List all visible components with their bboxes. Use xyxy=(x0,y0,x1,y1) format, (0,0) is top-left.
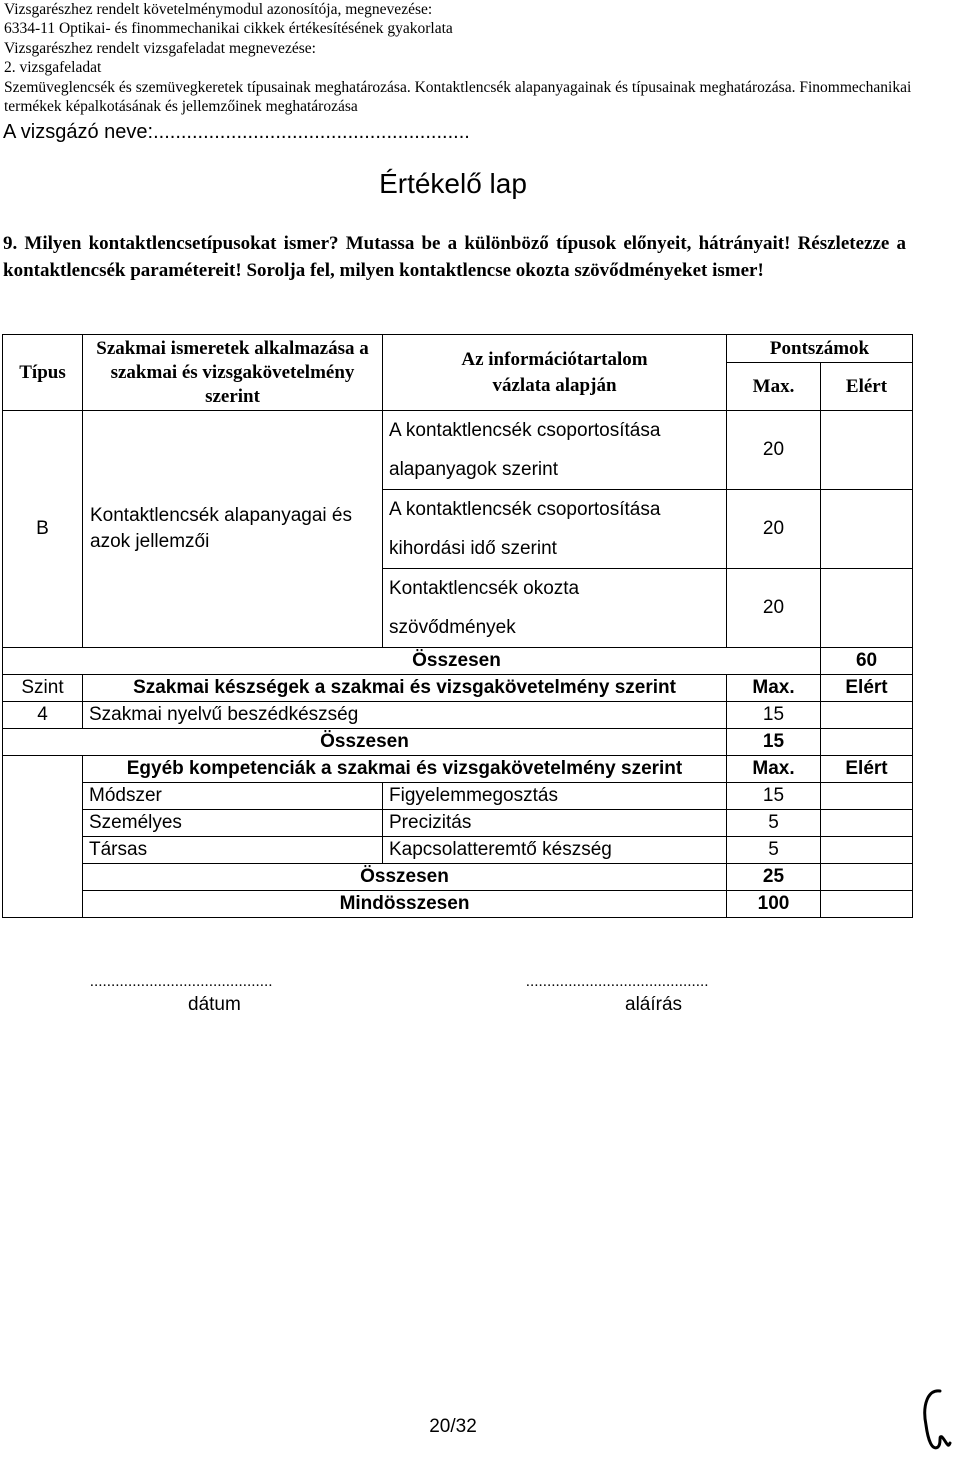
empty-cell xyxy=(3,756,83,918)
header-max: Max. xyxy=(727,675,821,702)
skill-level: 4 xyxy=(3,702,83,729)
header-egyeb-kompetenciak: Egyéb kompetenciák a szakmai és vizsgakövetelmény szerint xyxy=(83,756,727,783)
competency-achieved[interactable] xyxy=(821,783,913,810)
competency-achieved[interactable] xyxy=(821,837,913,864)
item-achieved[interactable] xyxy=(821,569,913,648)
competency-max: 15 xyxy=(727,783,821,810)
osszesen-label: Összesen xyxy=(83,864,727,891)
mindosszesen-max: 100 xyxy=(727,891,821,918)
competency-max: 5 xyxy=(727,810,821,837)
handwritten-initial-icon xyxy=(918,1385,952,1455)
topic-cell: Kontaktlencsék alapanyagai és azok jellemzői xyxy=(83,411,383,648)
header-elert: Elért xyxy=(821,363,913,411)
type-cell: B xyxy=(3,411,83,648)
examinee-name-field[interactable]: A vizsgázó neve:......................................................... xyxy=(3,121,470,143)
header-max: Max. xyxy=(727,756,821,783)
competency-name: Kapcsolatteremtő készség xyxy=(383,837,727,864)
item-achieved[interactable] xyxy=(821,490,913,569)
evaluation-table xyxy=(2,334,913,918)
header-line: Szemüveglencsék és szemüvegkeretek típusainak meghatározása. Kontaktlencsék alapanyagainak és típusainak meghatározása. Finommechanikai xyxy=(4,78,912,96)
osszesen-max: 15 xyxy=(727,729,821,756)
item-max: 20 xyxy=(727,490,821,569)
competency-name: Precizitás xyxy=(383,810,727,837)
header-pontszamok: Pontszámok xyxy=(727,335,913,363)
osszesen-achieved[interactable] xyxy=(821,864,913,891)
header-tipus: Típus xyxy=(3,335,83,411)
header-szakmai-ismeretek: Szakmai ismeretek alkalmazása a szakmai és vizsgakövetelmény szerint xyxy=(83,335,383,411)
competency-max: 5 xyxy=(727,837,821,864)
osszesen-max: 60 xyxy=(821,648,913,675)
header-line: Vizsgarészhez rendelt vizsgafeladat megnevezése: xyxy=(4,39,316,57)
header-line: 6334-11 Optikai- és finommechanikai cikkek értékesítésének gyakorlata xyxy=(4,20,453,38)
item-text: Kontaktlencsék okozta szövődmények xyxy=(383,569,727,648)
competency-category: Társas xyxy=(83,837,383,864)
skill-text: Szakmai nyelvű beszédkészség xyxy=(83,702,727,729)
mindosszesen-achieved[interactable] xyxy=(821,891,913,918)
exam-question: 9. Milyen kontaktlencsetípusokat ismer? Mutassa be a különböző típusok előnyeit, hátrányait! Részletezze a kontaktlencsék paramétereit! Sorolja fel, milyen kontaktlencse okozta szövődményeket ismer! xyxy=(3,233,906,281)
competency-name: Figyelemmegosztás xyxy=(383,783,727,810)
page-title: Értékelő lap xyxy=(379,168,527,199)
signature-line[interactable]: ........................................... xyxy=(526,974,709,990)
osszesen-achieved[interactable] xyxy=(821,729,913,756)
item-text: A kontaktlencsék csoportosítása kihordási idő szerint xyxy=(383,490,727,569)
osszesen-label: Összesen xyxy=(3,729,727,756)
date-label: dátum xyxy=(188,994,241,1015)
header-szint: Szint xyxy=(3,675,83,702)
header-line: Vizsgarészhez rendelt követelménymodul azonosítója, megnevezése: xyxy=(4,1,433,18)
date-line[interactable]: ........................................... xyxy=(90,974,273,990)
signature-label: aláírás xyxy=(625,994,683,1015)
page-number: 20/32 xyxy=(429,1416,477,1437)
item-achieved[interactable] xyxy=(821,411,913,490)
skill-max: 15 xyxy=(727,702,821,729)
mindosszesen-label: Mindösszesen xyxy=(83,891,727,918)
competency-category: Módszer xyxy=(83,783,383,810)
competency-category: Személyes xyxy=(83,810,383,837)
header-szakmai-keszsegek: Szakmai készségek a szakmai és vizsgakövetelmény szerint xyxy=(83,675,727,702)
osszesen-label: Összesen xyxy=(3,648,821,675)
header-line: 2. vizsgafeladat xyxy=(4,59,102,77)
item-text: A kontaktlencsék csoportosítása alapanyagok szerint xyxy=(383,411,727,490)
header-elert: Elért xyxy=(821,675,913,702)
header-max: Max. xyxy=(727,363,821,411)
item-max: 20 xyxy=(727,411,821,490)
header-elert: Elért xyxy=(821,756,913,783)
item-max: 20 xyxy=(727,569,821,648)
skill-achieved[interactable] xyxy=(821,702,913,729)
header-informaciotartalom: Az információtartalom vázlata alapján xyxy=(383,335,727,411)
osszesen-max: 25 xyxy=(727,864,821,891)
competency-achieved[interactable] xyxy=(821,810,913,837)
document-header xyxy=(4,0,954,116)
header-line: termékek képalkotásának és jellemzőinek meghatározása xyxy=(4,98,358,116)
